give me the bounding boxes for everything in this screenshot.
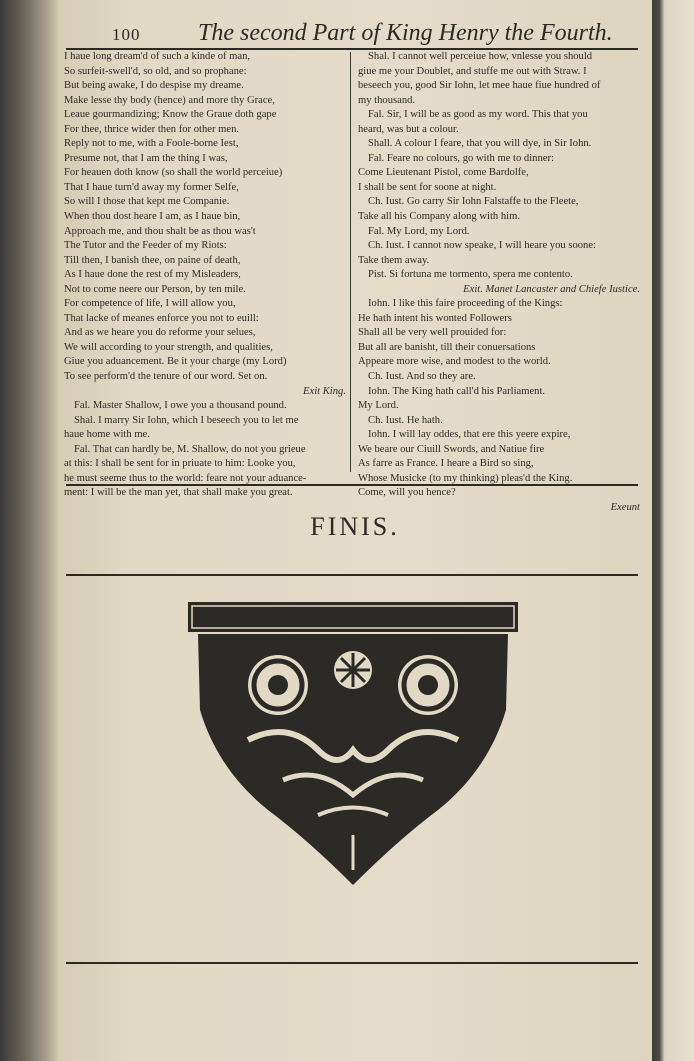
right-text-column: [358, 50, 640, 516]
text-line: Come Lieutenant Pistol, come Bardolfe,: [358, 167, 529, 179]
text-line: When thou dost heare I am, as I haue bin,: [64, 211, 241, 223]
text-line: Iohn. The King hath call'd his Parliament.: [368, 385, 546, 397]
text-line: I shall be sent for soone at night.: [358, 181, 497, 193]
text-line: Take them away.: [358, 254, 430, 266]
ornament-top-rule: [66, 574, 638, 576]
text-line: For competence of life, I will allow you,: [64, 298, 236, 310]
text-line: So will I those that kept me Companie.: [64, 196, 230, 208]
woodcut-tailpiece-ornament: [188, 600, 518, 890]
text-line: my thousand.: [358, 94, 416, 106]
text-line: Ch. Iust. And so they are.: [368, 371, 476, 383]
text-line: ment: I will be the man yet, that shall make you great.: [64, 487, 293, 499]
text-line: Come, will you hence?: [358, 487, 456, 499]
text-line: For heauen doth know (so shall the world perceiue): [64, 167, 283, 179]
text-line: Fal. Feare no colours, go with me to dinner:: [368, 152, 554, 164]
book-page: [58, 0, 652, 1061]
text-line: Fal. That can hardly be, M. Shallow, do not you grieue: [74, 443, 306, 455]
text-line: Approach me, and thou shalt be as thou was't: [64, 225, 256, 237]
text-line: The Tutor and the Feeder of my Riots:: [64, 240, 227, 252]
page-header: [58, 22, 652, 48]
text-line: at this: I shall be sent for in priuate to him: Looke you,: [64, 458, 296, 470]
text-end-rule: [66, 484, 638, 486]
text-line: he must seeme thus to the world: feare not your aduance-: [64, 472, 307, 484]
left-text-column: [64, 50, 346, 501]
page-number: 100: [112, 25, 141, 44]
text-line: Exit King.: [303, 385, 346, 397]
text-line: So surfeit-swell'd, so old, and so prophane:: [64, 65, 247, 77]
text-line: beseech you, good Sir Iohn, let mee haue fiue hundred of: [358, 80, 601, 92]
text-line: Exit. Manet Lancaster and Chiefe Iustice.: [463, 283, 640, 295]
next-page-edge: [652, 0, 694, 1061]
text-line: But all are banisht, till their conuersations: [358, 341, 536, 353]
text-line: I haue long dream'd of such a kinde of man,: [64, 51, 251, 62]
text-line: That I haue turn'd away my former Selfe,: [64, 181, 239, 193]
text-line: Take all his Company along with him.: [358, 211, 520, 223]
text-line: Pist. Si fortuna me tormento, spera me contento.: [368, 269, 573, 281]
text-line: Shall all be very well prouided for:: [358, 327, 507, 339]
text-line: Fal. My Lord, my Lord.: [368, 225, 470, 237]
text-line: giue me your Doublet, and stuffe me out with Straw. I: [358, 65, 587, 77]
text-line: That lacke of meanes enforce you not to euill:: [64, 312, 259, 324]
book-spine-shadow: [0, 0, 58, 1061]
text-line: We will according to your strength, and qualities,: [64, 341, 273, 353]
text-line: Shal. I cannot well perceiue how, vnlesse you should: [368, 51, 593, 62]
column-divider: [350, 52, 351, 472]
text-line: Ch. Iust. Go carry Sir Iohn Falstaffe to the Fleete,: [368, 196, 579, 208]
finis-heading: FINIS.: [310, 512, 400, 541]
text-line: Shall. A colour I feare, that you will dye, in Sir Iohn.: [368, 138, 592, 150]
text-line: Presume not, that I am the thing I was,: [64, 152, 228, 164]
text-line: Fal. Sir, I will be as good as my word. This that you: [368, 109, 588, 121]
text-line: haue home with me.: [64, 429, 150, 441]
text-line: We beare our Ciuill Swords, and Natiue fire: [358, 443, 545, 455]
text-line: Till then, I banish thee, on paine of death,: [64, 254, 241, 266]
text-line: Reply not to me, with a Foole-borne Iest,: [64, 138, 239, 150]
text-line: For thee, thrice wider then for other men.: [64, 123, 240, 135]
text-line: Fal. Master Shallow, I owe you a thousand pound.: [74, 400, 287, 412]
text-line: Leaue gourmandizing; Know the Graue doth gape: [64, 109, 277, 121]
text-line: Make lesse thy body (hence) and more thy Grace,: [64, 94, 275, 106]
text-line: But being awake, I do despise my dreame.: [64, 80, 244, 92]
running-title: The second Part of King Henry the Fourth.: [198, 20, 613, 46]
text-line: Not to come neere our Person, by ten mile.: [64, 283, 246, 295]
text-line: Giue you aduancement. Be it your charge (my Lord): [64, 356, 287, 368]
text-line: Exeunt: [610, 501, 640, 513]
text-line: Ch. Iust. I cannot now speake, I will heare you soone:: [368, 240, 597, 252]
text-line: As farre as France. I heare a Bird so sing,: [358, 458, 534, 470]
text-line: My Lord.: [358, 400, 399, 412]
text-line: To see perform'd the tenure of our word. Set on.: [64, 371, 268, 383]
text-line: Whose Musicke (to my thinking) pleas'd the King.: [358, 472, 573, 484]
text-line: Appeare more wise, and modest to the world.: [358, 356, 551, 368]
text-line: As I haue done the rest of my Misleaders,: [64, 269, 241, 281]
text-line: He hath intent his wonted Followers: [358, 312, 512, 324]
text-line: Shal. I marry Sir Iohn, which I beseech you to let me: [74, 414, 299, 426]
text-line: heard, was but a colour.: [358, 123, 459, 135]
text-line: Ch. Iust. He hath.: [368, 414, 443, 426]
page-bottom-rule: [66, 962, 638, 964]
text-line: Iohn. I like this faire proceeding of the Kings:: [368, 298, 563, 310]
text-line: And as we heare you do reforme your selues,: [64, 327, 256, 339]
text-line: Iohn. I will lay oddes, that ere this yeere expire,: [368, 429, 571, 441]
